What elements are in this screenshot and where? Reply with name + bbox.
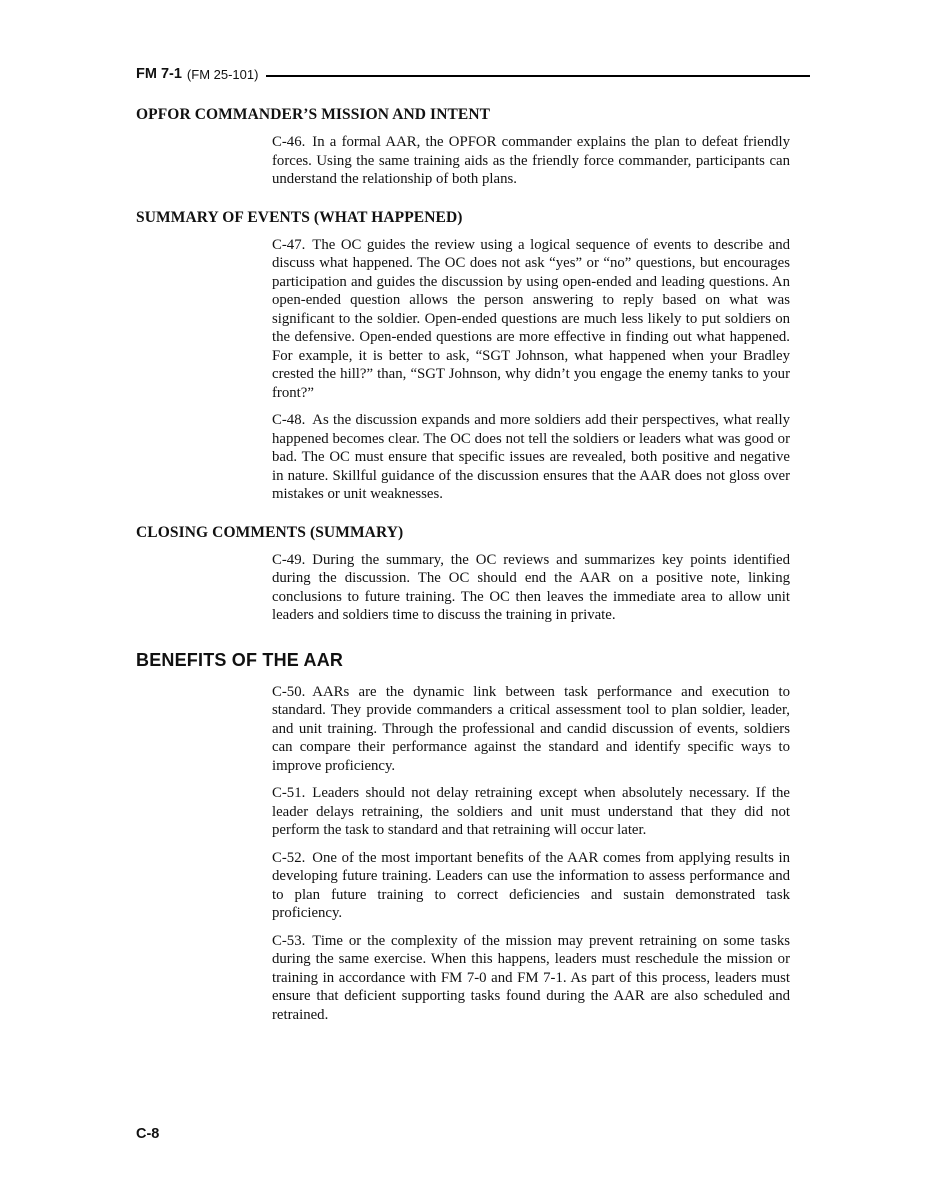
section-heading-summary-of-events: SUMMARY OF EVENTS (WHAT HAPPENED)	[136, 208, 463, 226]
paragraph-c52	[272, 849, 790, 923]
paragraph-number: C-53.	[272, 932, 306, 949]
paragraph-c46	[272, 133, 790, 189]
paragraph-number: C-51.	[272, 785, 306, 801]
paragraph-text: AARs are the dynamic link between task performance and execution to standard. They provide commanders a critical assessment tool to plan soldier, leader, and unit training. Through the professional and candid discussion of events, soldiers can compare their performance against the standard and identify specific ways to improve proficiency.	[272, 683, 790, 774]
paragraph-number: C-50.	[272, 683, 306, 700]
paragraph-text: As the discussion expands and more soldiers add their perspectives, what really happened becomes clear. The OC does not tell the soldiers or leaders what was good or bad. The OC must ensure that specific issues are revealed, both positive and negative in nature. Skillful guidance of the discussion ensures that the AAR does not gloss over mistakes or unit weaknesses.	[272, 412, 790, 502]
paragraph-text: The OC guides the review using a logical sequence of events to describe and discuss what happened. The OC does not ask “yes” or “no” questions, but encourages participation and guides the discussion by using open-ended and leading questions. An open-ended question allows the person answering to reply based on what was significant to the soldier. Open-ended questions are much less likely to put soldiers on the defensive. Open-ended questions are more effective in finding out what happened. For example, it is better to ask, “SGT Johnson, what happened when your Bradley crested the hill?” than, “SGT Johnson, why didn’t you engage the enemy tanks to your front?”	[272, 236, 790, 401]
section-opfor-mission	[136, 106, 792, 189]
paragraph-text: One of the most important benefits of the AAR comes from applying results in developing future training. Leaders can use the information to assess performance and to plan future training to correct deficiencies and sustain demonstrated task proficiency.	[272, 849, 790, 921]
document-content	[136, 106, 792, 1033]
paragraph-c47	[272, 236, 790, 403]
paragraph-text: In a formal AAR, the OPFOR commander explains the plan to defeat friendly forces. Using the same training aids as the friendly force commander, participants can understand the relationship of both plans.	[272, 134, 790, 187]
header-rule	[266, 75, 810, 77]
paragraph-number: C-48.	[272, 412, 306, 428]
paragraph-text: Time or the complexity of the mission may prevent retraining on some tasks during the same exercise. When this happens, leaders must reschedule the mission or training in accordance with FM 7-0 and FM 7-1. As part of this process, leaders must ensure that deficient supporting tasks found during the AAR are also scheduled and retrained.	[272, 932, 790, 1023]
paragraph-c50	[272, 683, 790, 776]
paragraph-c48	[272, 411, 790, 504]
section-heading-closing-comments: CLOSING COMMENTS (SUMMARY)	[136, 523, 404, 541]
section-heading-benefits-of-the-aar: BENEFITS OF THE AAR	[136, 649, 344, 670]
paragraph-c53	[272, 932, 790, 1025]
paragraph-text: During the summary, the OC reviews and summarizes key points identified during the discussion. The OC should end the AAR on a positive note, linking conclusions to future training. The OC then leaves the immediate area to allow unit leaders and soldiers time to discuss the training in private.	[272, 551, 790, 623]
section-heading-opfor-mission: OPFOR COMMANDER’S MISSION AND INTENT	[136, 106, 491, 123]
section-summary-of-events	[136, 209, 792, 504]
paragraph-number: C-46.	[272, 134, 306, 150]
paragraph-text: Leaders should not delay retraining except when absolutely necessary. If the leader delays retraining, the soldiers and unit must understand that they did not perform the task to standard and that retraining will occur later.	[272, 785, 790, 838]
manual-number: FM 7-1	[136, 66, 182, 82]
paragraph-number: C-49.	[272, 551, 306, 568]
page-header	[136, 66, 810, 82]
section-benefits-of-the-aar	[136, 650, 792, 1025]
paragraph-number: C-47.	[272, 236, 306, 253]
paragraph-number: C-52.	[272, 849, 306, 866]
paragraph-c49	[272, 551, 790, 625]
parent-manual-number: (FM 25-101)	[186, 66, 259, 82]
section-closing-comments	[136, 524, 792, 625]
paragraph-c51	[272, 784, 790, 840]
page-footer	[136, 1126, 159, 1142]
page-number: C-8	[136, 1126, 160, 1142]
